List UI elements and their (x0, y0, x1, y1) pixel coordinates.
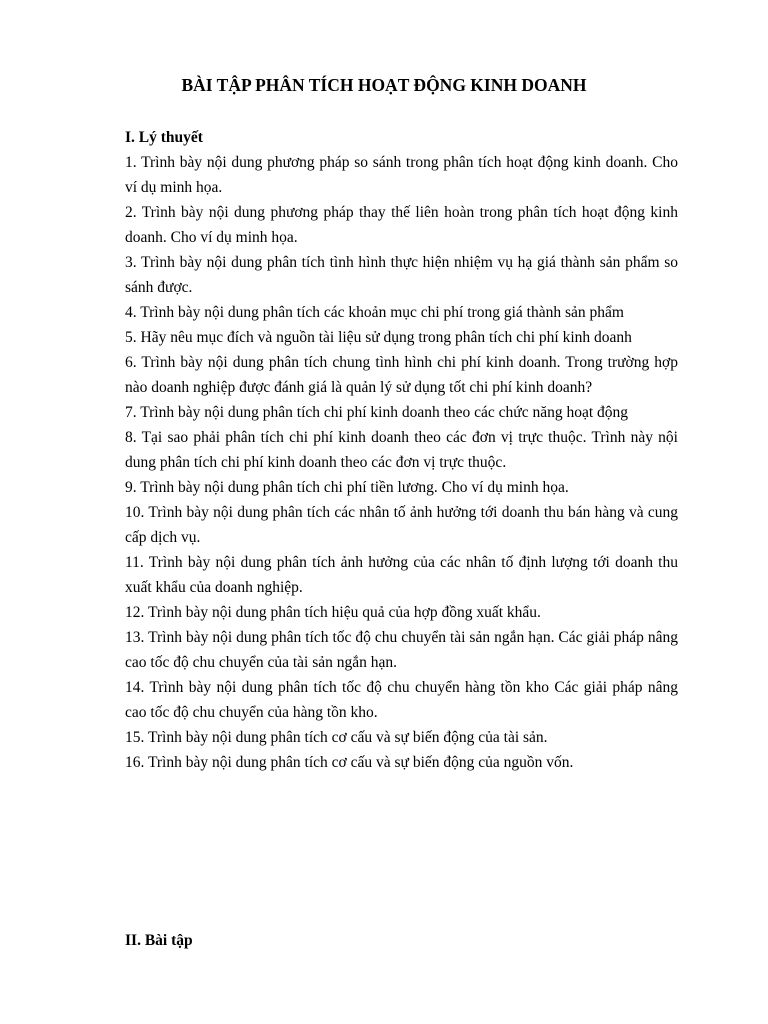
exercise-section-heading: II. Bài tập (125, 932, 193, 949)
question-item: 16. Trình bày nội dung phân tích cơ cấu và sự biến động của nguồn vốn. (125, 754, 574, 771)
question-item: 13. Trình bày nội dung phân tích tốc độ chu chuyển tài sản ngắn hạn. Các giải pháp nâng cao tốc độ chu chuyển của tài sản ngắn hạn. (125, 629, 678, 671)
theory-section-heading: I. Lý thuyết (125, 129, 203, 146)
question-item: 2. Trình bày nội dung phương pháp thay thế liên hoàn trong phân tích hoạt động kinh doanh. Cho ví dụ minh họa. (125, 204, 678, 246)
question-item: 11. Trình bày nội dung phân tích ảnh hưởng của các nhân tố định lượng tới doanh thu xuất khẩu của doanh nghiệp. (125, 554, 678, 596)
question-item: 12. Trình bày nội dung phân tích hiệu quả của hợp đồng xuất khẩu. (125, 604, 541, 621)
question-item: 15. Trình bày nội dung phân tích cơ cấu và sự biến động của tài sản. (125, 729, 548, 746)
document-title: BÀI TẬP PHÂN TÍCH HOẠT ĐỘNG KINH DOANH (181, 75, 587, 95)
question-item: 8. Tại sao phải phân tích chi phí kinh doanh theo các đơn vị trực thuộc. Trình này nội dung phân tích chi phí kinh doanh theo các đơn vị trực thuộc. (125, 429, 678, 471)
question-item: 1. Trình bày nội dung phương pháp so sánh trong phân tích hoạt động kinh doanh. Cho ví dụ minh họa. (125, 154, 678, 196)
theory-section (125, 125, 678, 775)
question-item: 10. Trình bày nội dung phân tích các nhân tố ảnh hưởng tới doanh thu bán hàng và cung cấp dịch vụ. (125, 504, 678, 546)
question-item: 7. Trình bày nội dung phân tích chi phí kinh doanh theo các chức năng hoạt động (125, 404, 629, 421)
question-item: 9. Trình bày nội dung phân tích chi phí tiền lương. Cho ví dụ minh họa. (125, 479, 569, 496)
question-item: 6. Trình bày nội dung phân tích chung tình hình chi phí kinh doanh. Trong trường hợp nào doanh nghiệp được đánh giá là quản lý sử dụng tốt chi phí kinh doanh? (125, 354, 678, 396)
question-item: 4. Trình bày nội dung phân tích các khoản mục chi phí trong giá thành sản phẩm (125, 304, 624, 321)
question-item: 14. Trình bày nội dung phân tích tốc độ chu chuyển hàng tồn kho Các giải pháp nâng cao tốc độ chu chuyển của hàng tồn kho. (125, 679, 678, 721)
question-item: 3. Trình bày nội dung phân tích tình hình thực hiện nhiệm vụ hạ giá thành sản phẩm so sánh được. (125, 254, 678, 296)
question-item: 5. Hãy nêu mục đích và nguồn tài liệu sử dụng trong phân tích chi phí kinh doanh (125, 329, 632, 346)
